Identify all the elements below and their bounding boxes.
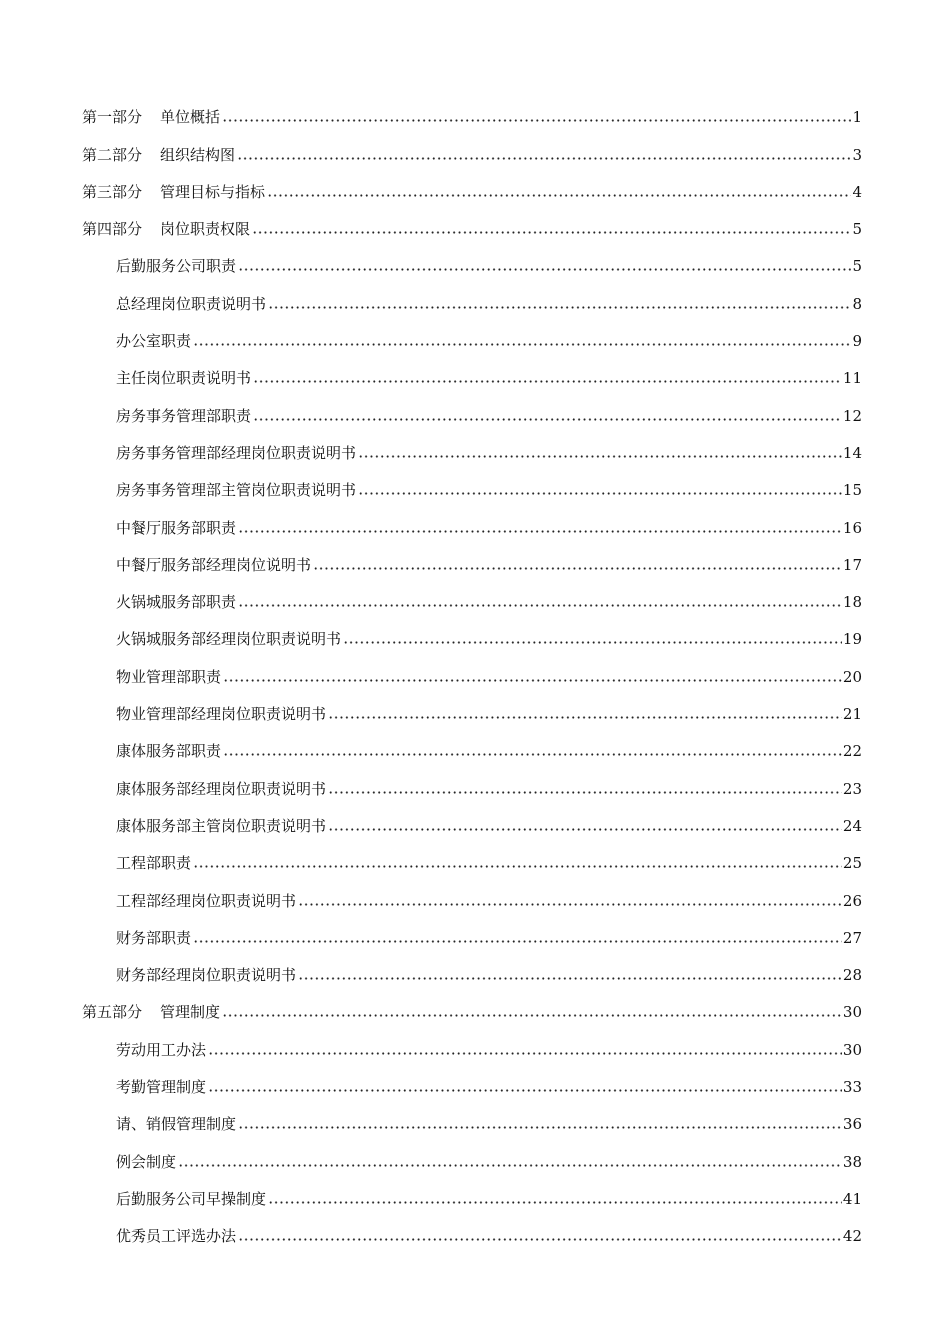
toc-entry-4[interactable] bbox=[82, 202, 862, 239]
toc-entry-title: 房务事务管理部主管岗位职责说明书 bbox=[116, 481, 357, 500]
dot-leader bbox=[193, 865, 842, 868]
toc-page-number: 28 bbox=[842, 966, 862, 985]
dot-leader bbox=[237, 157, 851, 160]
toc-entry-title: 财务部职责 bbox=[116, 928, 192, 947]
dot-leader bbox=[328, 716, 842, 719]
dot-leader bbox=[222, 119, 851, 122]
toc-part-label: 第四部分 bbox=[82, 220, 143, 239]
toc-page-number: 23 bbox=[842, 779, 862, 798]
toc-entry-label bbox=[82, 219, 250, 239]
toc-page-number: 19 bbox=[842, 630, 862, 649]
toc-entry-title: 康体服务部职责 bbox=[116, 742, 222, 761]
toc-entry-29[interactable] bbox=[82, 1134, 862, 1171]
toc-entry-title: 物业管理部职责 bbox=[116, 667, 222, 686]
toc-entry-title: 请、销假管理制度 bbox=[116, 1115, 237, 1134]
toc-page-number: 22 bbox=[842, 742, 862, 761]
toc-entry-title: 财务部经理岗位职责说明书 bbox=[116, 966, 297, 985]
dot-leader bbox=[238, 268, 851, 271]
dot-leader bbox=[238, 1126, 842, 1129]
toc-entry-8[interactable] bbox=[82, 351, 862, 388]
toc-part-label: 第五部分 bbox=[82, 1003, 143, 1022]
toc-entry-title: 物业管理部经理岗位职责说明书 bbox=[116, 705, 327, 724]
toc-page-number: 25 bbox=[842, 854, 862, 873]
toc-entry-20[interactable] bbox=[82, 799, 862, 836]
toc-page-number: 20 bbox=[842, 667, 862, 686]
toc-entry-21[interactable] bbox=[82, 836, 862, 873]
toc-page-number: 9 bbox=[852, 332, 862, 351]
dot-leader bbox=[313, 567, 842, 570]
toc-entry-title: 组织结构图 bbox=[160, 145, 236, 164]
toc-entry-title: 火锅城服务部职责 bbox=[116, 593, 237, 612]
toc-entry-10[interactable] bbox=[82, 426, 862, 463]
toc-entry-title: 康体服务部主管岗位职责说明书 bbox=[116, 816, 327, 835]
toc-entry-title: 中餐厅服务部职责 bbox=[116, 518, 237, 537]
toc-entry-title: 房务事务管理部经理岗位职责说明书 bbox=[116, 443, 357, 462]
toc-page-number: 12 bbox=[842, 406, 862, 425]
toc-entry-title: 火锅城服务部经理岗位职责说明书 bbox=[116, 630, 342, 649]
toc-page-number: 15 bbox=[842, 481, 862, 500]
toc-entry-15[interactable] bbox=[82, 612, 862, 649]
toc-entry-title: 康体服务部经理岗位职责说明书 bbox=[116, 779, 327, 798]
toc-page-number: 38 bbox=[842, 1152, 862, 1171]
dot-leader bbox=[238, 1238, 842, 1241]
toc-entry-title: 中餐厅服务部经理岗位说明书 bbox=[116, 555, 312, 574]
toc-entry-title: 考勤管理制度 bbox=[116, 1078, 207, 1097]
dot-leader bbox=[268, 1201, 842, 1204]
toc-part-label: 第一部分 bbox=[82, 108, 143, 127]
toc-entry-7[interactable] bbox=[82, 314, 862, 351]
toc-entry-title: 主任岗位职责说明书 bbox=[116, 369, 252, 388]
dot-leader bbox=[238, 530, 842, 533]
toc-entry-title: 岗位职责权限 bbox=[160, 220, 251, 239]
toc-page-number: 1 bbox=[852, 108, 862, 127]
toc-page-number: 11 bbox=[842, 369, 862, 388]
dot-leader bbox=[298, 977, 842, 980]
dot-leader bbox=[253, 418, 842, 421]
toc-part-label: 第二部分 bbox=[82, 145, 143, 164]
dot-leader bbox=[253, 380, 842, 383]
dot-leader bbox=[208, 1052, 842, 1055]
toc-entry-27[interactable] bbox=[82, 1060, 862, 1097]
toc-entry-title: 劳动用工办法 bbox=[116, 1040, 207, 1059]
toc-page-number: 8 bbox=[852, 294, 862, 313]
toc-entry-title: 管理制度 bbox=[160, 1003, 221, 1022]
dot-leader bbox=[328, 791, 842, 794]
dot-leader bbox=[208, 1089, 842, 1092]
toc-entry-title: 办公室职责 bbox=[116, 332, 192, 351]
toc-entry-title: 工程部经理岗位职责说明书 bbox=[116, 891, 297, 910]
toc-entry-label bbox=[82, 182, 265, 202]
toc-page-number: 42 bbox=[842, 1227, 862, 1246]
toc-page-number: 30 bbox=[842, 1040, 862, 1059]
toc-entry-30[interactable] bbox=[82, 1172, 862, 1209]
toc-entry-title: 后勤服务公司职责 bbox=[116, 257, 237, 276]
toc-page-number: 26 bbox=[842, 891, 862, 910]
dot-leader bbox=[343, 641, 842, 644]
toc-entry-title: 总经理岗位职责说明书 bbox=[116, 294, 267, 313]
toc-page-number: 36 bbox=[842, 1115, 862, 1134]
dot-leader bbox=[238, 604, 842, 607]
dot-leader bbox=[193, 940, 842, 943]
toc-entry-12[interactable] bbox=[82, 500, 862, 537]
toc-entry-16[interactable] bbox=[82, 649, 862, 686]
toc-page-number: 4 bbox=[852, 182, 862, 201]
toc-page-number: 14 bbox=[842, 443, 862, 462]
toc-entry-title: 优秀员工评选办法 bbox=[116, 1227, 237, 1246]
toc-page-number: 21 bbox=[842, 705, 862, 724]
toc-entry-5[interactable] bbox=[82, 239, 862, 276]
toc-entry-22[interactable] bbox=[82, 873, 862, 910]
toc-page-number: 24 bbox=[842, 816, 862, 835]
toc-page-number: 5 bbox=[852, 220, 862, 239]
toc-part-label: 第三部分 bbox=[82, 182, 143, 201]
dot-leader bbox=[222, 1014, 842, 1017]
toc-entry-label bbox=[82, 145, 235, 165]
toc-page-number: 41 bbox=[842, 1189, 862, 1208]
toc-page-number: 3 bbox=[852, 145, 862, 164]
toc-entry-title: 房务事务管理部职责 bbox=[116, 406, 252, 425]
toc-entry-1[interactable] bbox=[82, 90, 862, 127]
toc-entry-title: 工程部职责 bbox=[116, 854, 192, 873]
toc-entry-14[interactable] bbox=[82, 575, 862, 612]
toc-entry-26[interactable] bbox=[82, 1022, 862, 1059]
toc-entry-title: 单位概括 bbox=[160, 108, 221, 127]
toc-entry-label bbox=[82, 1002, 220, 1022]
toc-entry-title: 后勤服务公司早操制度 bbox=[116, 1189, 267, 1208]
toc-page-number: 17 bbox=[842, 555, 862, 574]
toc-entry-6[interactable] bbox=[82, 276, 862, 313]
dot-leader bbox=[358, 492, 842, 495]
toc-entry-title: 例会制度 bbox=[116, 1152, 177, 1171]
dot-leader bbox=[252, 231, 851, 234]
toc-entry-23[interactable] bbox=[82, 911, 862, 948]
toc-entry-28[interactable] bbox=[82, 1097, 862, 1134]
toc-entry-9[interactable] bbox=[82, 388, 862, 425]
toc-page-number: 30 bbox=[842, 1003, 862, 1022]
toc-entry-2[interactable] bbox=[82, 127, 862, 164]
dot-leader bbox=[358, 455, 842, 458]
toc-page-number: 5 bbox=[852, 257, 862, 276]
toc-page-number: 16 bbox=[842, 518, 862, 537]
toc-entry-3[interactable] bbox=[82, 165, 862, 202]
toc-entry-label bbox=[82, 107, 220, 127]
dot-leader bbox=[178, 1164, 842, 1167]
toc-entry-title: 管理目标与指标 bbox=[160, 182, 266, 201]
toc-entry-25[interactable] bbox=[82, 985, 862, 1022]
toc-page-number: 27 bbox=[842, 928, 862, 947]
dot-leader bbox=[223, 753, 842, 756]
toc-page-number: 18 bbox=[842, 593, 862, 612]
dot-leader bbox=[223, 679, 842, 682]
table-of-contents bbox=[82, 90, 862, 1246]
toc-entry-18[interactable] bbox=[82, 724, 862, 761]
toc-page-number: 33 bbox=[842, 1078, 862, 1097]
dot-leader bbox=[268, 306, 851, 309]
toc-entry-17[interactable] bbox=[82, 687, 862, 724]
toc-entry-13[interactable] bbox=[82, 538, 862, 575]
toc-entry-19[interactable] bbox=[82, 761, 862, 798]
toc-entry-24[interactable] bbox=[82, 948, 862, 985]
dot-leader bbox=[298, 903, 842, 906]
dot-leader bbox=[267, 194, 851, 197]
dot-leader bbox=[328, 828, 842, 831]
toc-entry-31[interactable] bbox=[82, 1209, 862, 1246]
toc-entry-11[interactable] bbox=[82, 463, 862, 500]
dot-leader bbox=[193, 343, 851, 346]
